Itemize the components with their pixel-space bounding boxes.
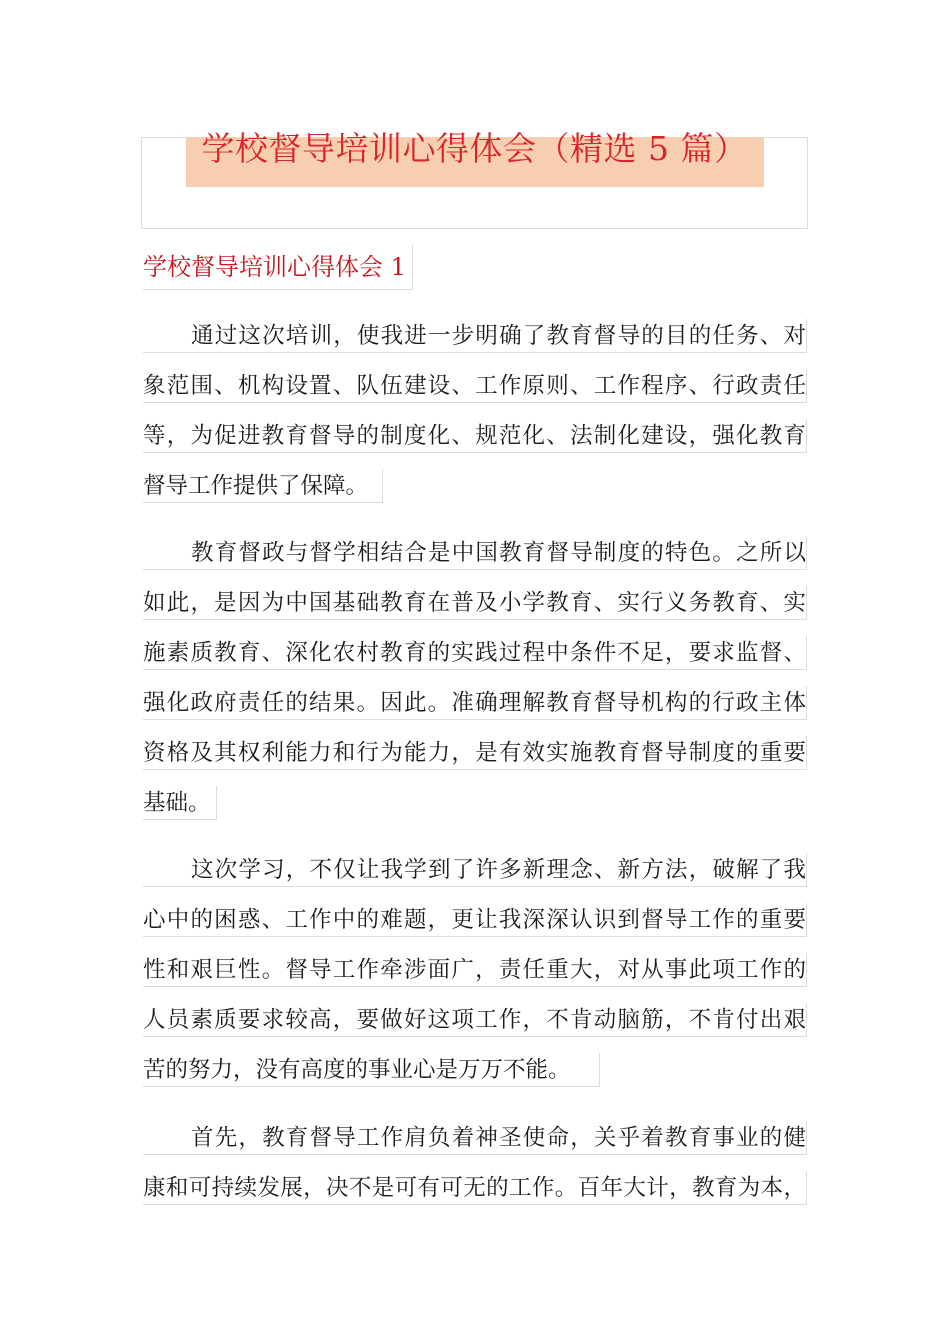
text-line: 通过这次培训，使我进一步明确了教育督导的目的任务、对 (143, 319, 807, 353)
text-line: 心中的困惑、工作中的难题，更让我深深认识到督导工作的重要 (143, 903, 807, 937)
text-line: 这次学习，不仅让我学到了许多新理念、新方法，破解了我 (143, 853, 807, 887)
text-line: 如此，是因为中国基础教育在普及小学教育、实行义务教育、实 (143, 586, 807, 620)
text-line: 等，为促进教育督导的制度化、规范化、法制化建设，强化教育 (143, 419, 807, 453)
text-line: 强化政府责任的结果。因此。准确理解教育督导机构的行政主体 (143, 686, 807, 720)
text-line: 苦的努力，没有高度的事业心是万万不能。 (143, 1053, 600, 1087)
text-line: 教育督政与督学相结合是中国教育督导制度的特色。之所以 (143, 536, 807, 570)
text-line: 基础。 (143, 786, 217, 820)
document-title: 学校督导培训心得体会（精选 5 篇） (201, 129, 748, 168)
text-line: 康和可持续发展，决不是可有可无的工作。百年大计，教育为本， (143, 1171, 807, 1205)
text-line: 资格及其权利能力和行为能力，是有效实施教育督导制度的重要 (143, 736, 807, 770)
text-line: 人员素质要求较高，要做好这项工作，不肯动脑筋，不肯付出艰 (143, 1003, 807, 1037)
text-line: 施素质教育、深化农村教育的实践过程中条件不足，要求监督、 (143, 636, 807, 670)
text-line: 督导工作提供了保障。 (143, 469, 383, 503)
text-line: 首先，教育督导工作肩负着神圣使命，关乎着教育事业的健 (143, 1121, 807, 1155)
section-heading: 学校督导培训心得体会 1 (143, 245, 413, 290)
text-line: 性和艰巨性。督导工作牵涉面广，责任重大，对从事此项工作的 (143, 953, 807, 987)
text-line: 象范围、机构设置、队伍建设、工作原则、工作程序、行政责任 (143, 369, 807, 403)
